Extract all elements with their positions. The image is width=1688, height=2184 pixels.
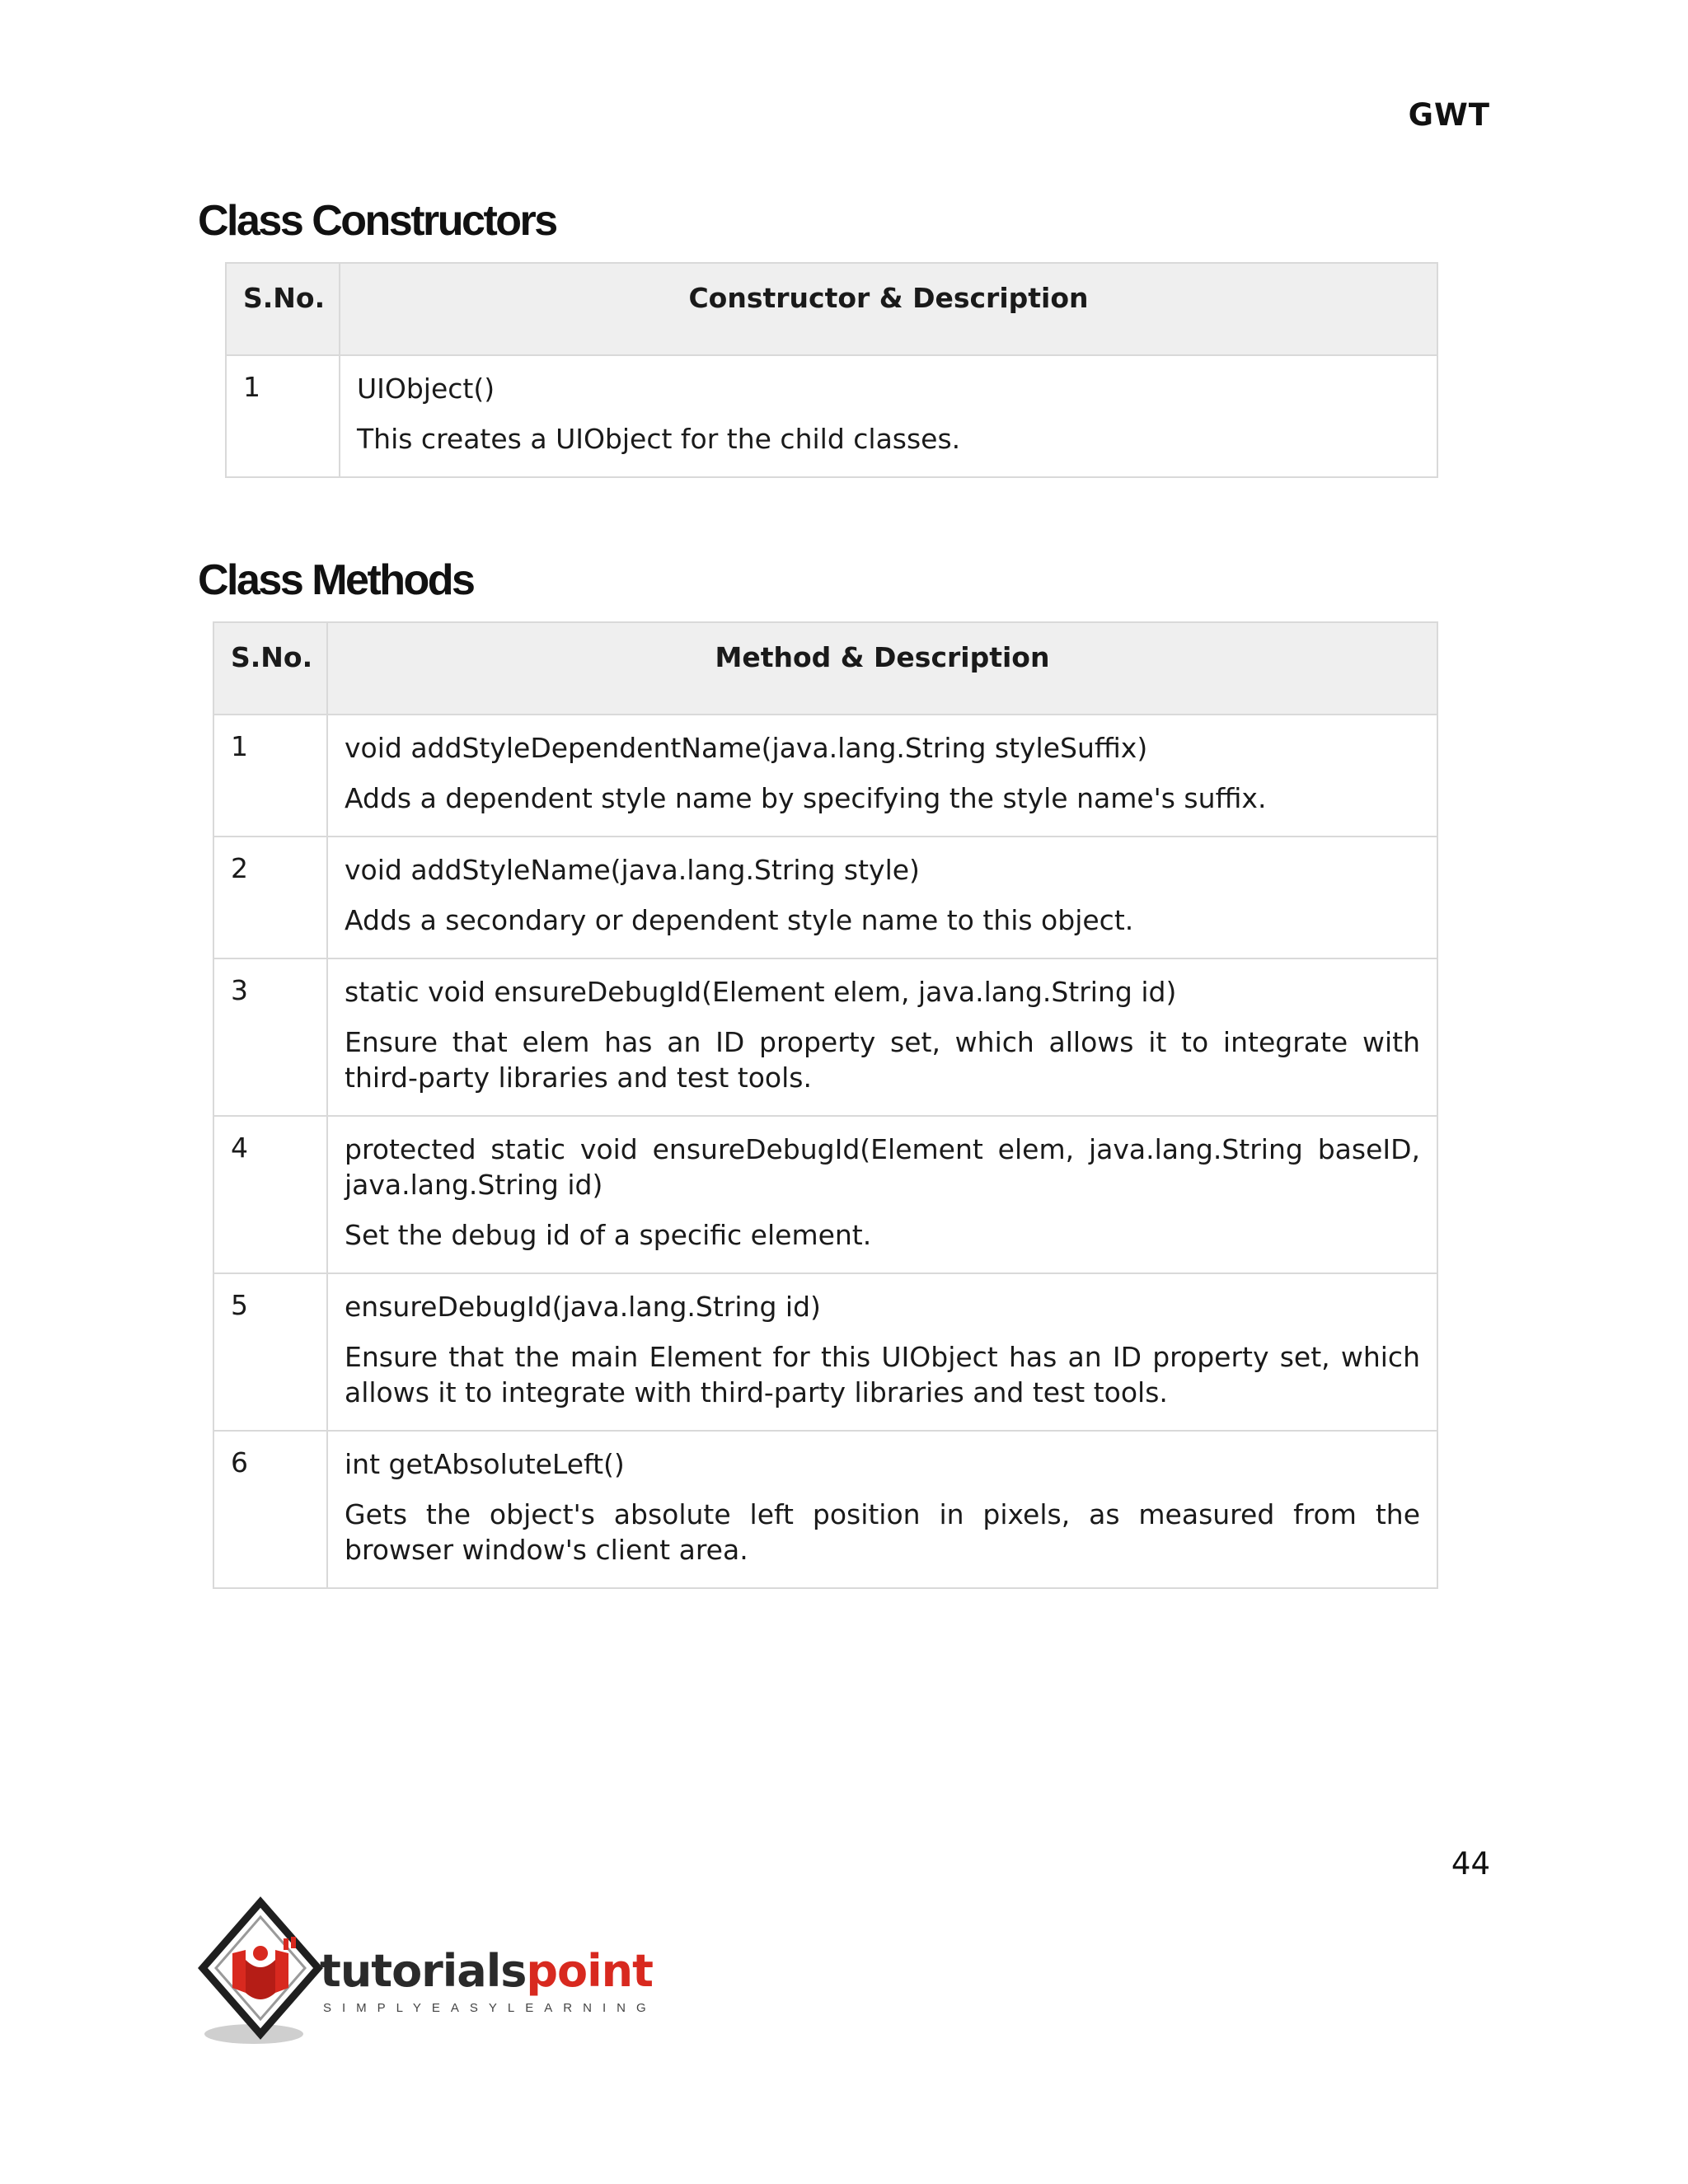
- constructors-title: Class Constructors: [198, 197, 556, 245]
- constructor-signature: UIObject(): [357, 373, 495, 405]
- row-number: 2: [213, 837, 327, 958]
- method-signature: ensureDebugId(java.lang.String id): [345, 1291, 821, 1323]
- methods-table: [213, 621, 1438, 1589]
- table-row: [213, 837, 1437, 958]
- constructor-description: This creates a UIObject for the child classes.: [357, 423, 961, 455]
- row-number: 1: [213, 715, 327, 837]
- method-description: Adds a secondary or dependent style name to this object.: [345, 904, 1134, 936]
- row-number: 5: [213, 1273, 327, 1431]
- logo-emblem-icon: [195, 1896, 335, 2052]
- row-number: 4: [213, 1116, 327, 1273]
- row-number: 1: [226, 355, 340, 477]
- method-signature: static void ensureDebugId(Element elem, java.lang.String id): [345, 976, 1177, 1008]
- tutorialspoint-logo: [195, 1896, 656, 2052]
- row-content: [327, 1116, 1437, 1273]
- table-row: [213, 715, 1437, 837]
- method-signature: protected static void ensureDebugId(Element elem, java.lang.String baseID, java.lang.String id): [345, 1133, 1420, 1201]
- column-header-sno: S.No.: [226, 263, 340, 355]
- table-row: [213, 1116, 1437, 1273]
- table-header-row: [213, 622, 1437, 715]
- row-number: 3: [213, 958, 327, 1116]
- table-row: [213, 1431, 1437, 1588]
- row-content: [327, 837, 1437, 958]
- logo-wordmark: [320, 1945, 653, 1997]
- method-signature: void addStyleDependentName(java.lang.String styleSuffix): [345, 732, 1148, 764]
- table-row: [213, 1273, 1437, 1431]
- row-number: 6: [213, 1431, 327, 1588]
- row-content: [340, 355, 1437, 477]
- method-description: Gets the object's absolute left position in pixels, as measured from the browser window's client area.: [345, 1498, 1420, 1566]
- column-header-sno: S.No.: [213, 622, 327, 715]
- row-content: [327, 1273, 1437, 1431]
- row-content: [327, 715, 1437, 837]
- method-description: Set the debug id of a specific element.: [345, 1219, 872, 1251]
- logo-word-tutorials: tutorials: [320, 1945, 527, 1997]
- logo-word-point: point: [526, 1945, 653, 1997]
- page-number: 44: [1451, 1846, 1490, 1882]
- method-signature: void addStyleName(java.lang.String style): [345, 854, 920, 886]
- table-row: [213, 958, 1437, 1116]
- table-row: [226, 355, 1437, 477]
- method-description: Ensure that the main Element for this UIObject has an ID property set, which allows it to integrate with third-party libraries and test tools.: [345, 1341, 1420, 1408]
- row-content: [327, 1431, 1437, 1588]
- method-description: Ensure that elem has an ID property set, which allows it to integrate with third-party libraries and test tools.: [345, 1026, 1420, 1094]
- column-header-description: Method & Description: [327, 622, 1437, 715]
- running-header: GWT: [1408, 97, 1490, 133]
- table-header-row: [226, 263, 1437, 355]
- method-description: Adds a dependent style name by specifying the style name's suffix.: [345, 782, 1267, 814]
- row-content: [327, 958, 1437, 1116]
- column-header-description: Constructor & Description: [340, 263, 1437, 355]
- constructors-table: [225, 262, 1438, 478]
- logo-tagline: SIMPLYEASYLEARNING: [323, 2001, 657, 2015]
- method-signature: int getAbsoluteLeft(): [345, 1448, 625, 1480]
- methods-title: Class Methods: [198, 556, 474, 604]
